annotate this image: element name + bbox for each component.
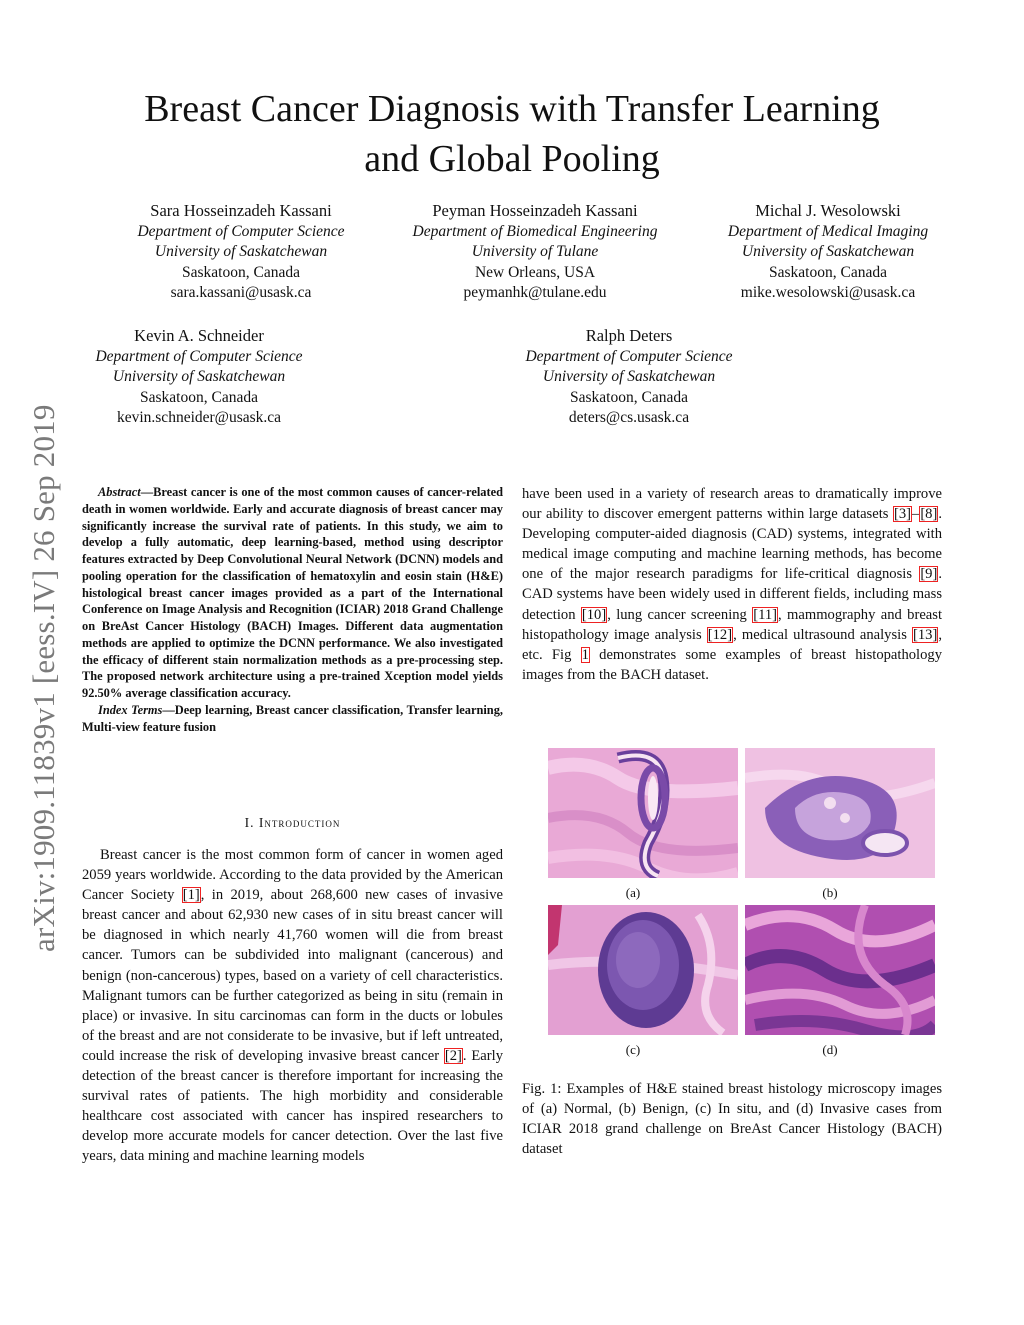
author-univ: University of Saskatchewan (112, 368, 286, 386)
citation-link[interactable]: [1] (182, 887, 200, 904)
author-univ: University of Saskatchewan (154, 243, 328, 261)
author-city: Saskatoon, Canada (140, 388, 258, 406)
author-dept: Department of Biomedical Engineering (412, 222, 658, 240)
citation-link[interactable]: [2] (444, 1047, 462, 1064)
intro-r-text: , mammography and breast histopathology image analysis (522, 606, 943, 643)
figure-caption: Fig. 1: Examples of H&E stained breast histology microscopy images of (a) Normal, (b) Benign, (c) In situ, and (d) Invasive cases from ICIAR 2018 grand challenge on BreAst Cancer Histology (BACH) dataset (522, 1081, 942, 1158)
section-heading (82, 815, 503, 831)
citation-link[interactable]: [3] (893, 506, 912, 523)
intro-r-text: , lung cancer screening (607, 606, 753, 623)
dash: – (912, 506, 920, 523)
citation-link[interactable]: [9] (920, 566, 938, 583)
index-terms-label: Index Terms (98, 702, 163, 717)
index-terms-text: —Deep learning, Breast cancer classification, Transfer learning, Multi-view feature fusion (82, 702, 503, 734)
subfigure-label: (b) (822, 885, 838, 900)
intro-r-text: . Developing computer-aided diagnosis (CAD) systems, integrated with medical image computing and machine learning methods, has become one of the major research paradigms for life-critical diagnosis (522, 506, 942, 583)
histology-invasive-svg (745, 905, 935, 1035)
abstract-text: —Breast cancer is one of the most common causes of cancer-related death in women worldwide. Early and accurate diagnosis of breast cancer may significantly increase the survival rate of patients. In this study, we aim to develop a fully automatic, deep learning-based, method using descriptor features extracted by Deep Convolutional Neural Network (DCNN) models and pooling operation for the classification of hematoxylin and eosin stain (H&E) histological breast cancer images provided as a part of the International Conference on Image Analysis and Recognition (ICIAR) 2018 Grand Challenge on BreAst Cancer Histology (BACH) Images. Different data augmentation methods are applied to optimize the DCNN performance. We also investigated the efficacy of different stain normalization methods as a pre-processing step. The proposed network architecture using a pre-trained Xception model yields 92.50% average classification accuracy. (82, 485, 503, 700)
citation-link[interactable]: [8] (920, 506, 938, 523)
author-block-1 (108, 201, 374, 304)
author-dept: Department of Computer Science (525, 347, 733, 365)
intro-r-text: , medical ultrasound analysis (733, 626, 913, 643)
author-email[interactable]: sara.kassani@usask.ca (170, 284, 312, 302)
intro-r-text: have been used in a variety of research areas to dramatically improve our ability to discover emergent patterns within large datasets (522, 486, 942, 523)
author-block-3 (700, 201, 956, 304)
author-city: Saskatoon, Canada (769, 263, 887, 281)
author-dept: Department of Computer Science (95, 347, 303, 365)
intro-r-text: demonstrates some examples of breast histopathology images from the BACH dataset. (522, 646, 942, 683)
histology-in-situ-svg (548, 905, 738, 1035)
histology-image-benign (745, 748, 935, 878)
intro-text-1: Breast cancer is the most common form of cancer in women aged 2059 years worldwide. According to the data provided by the American Cancer Society (82, 847, 503, 904)
title-line-1: Breast Cancer Diagnosis with Transfer Learning (144, 88, 880, 130)
author-name: Sara Hosseinzadeh Kassani (150, 201, 332, 220)
figure-link[interactable]: 1 (581, 646, 589, 663)
author-block-5 (496, 326, 762, 429)
intro-text-2: , in 2019, about 268,600 new cases of invasive breast cancer and about 62,930 new cases of in situ breast cancer will be diagnosed in which nearly 41,760 women will die from breast cancer. Tumors can be subdivided into malignant (cancerous) and benign (non-cancerous) types, based on a variety of cell characteristics. Malignant tumors can be further categorized as being in situ (remain in place) or invasive. In situ carcinomas can form in the ducts or lobules of the breast and are not considerate to be invasive, but if left untreated, could increase the risk of developing invasive breast cancer (82, 887, 503, 1064)
author-univ: University of Saskatchewan (542, 368, 716, 386)
citation-link[interactable]: [12] (707, 626, 733, 643)
intro-text-3: . Early detection of the breast cancer is therefore important for increasing the survival rates of patients. The high morbidity and considerable healthcare cost associated with cancer has inspired researchers to develop more accurate models for cancer detection. Over the last five years, data mining and machine learning models (82, 1047, 503, 1165)
abstract-label: Abstract (98, 485, 141, 499)
abstract (82, 484, 503, 735)
author-name: Kevin A. Schneider (134, 326, 264, 345)
histology-image-invasive (745, 905, 935, 1035)
intro-paragraph (82, 845, 503, 1167)
author-city: New Orleans, USA (474, 263, 596, 281)
title-line-2: and Global Pooling (364, 138, 660, 180)
subfigure-label: (d) (822, 1042, 838, 1057)
index-terms-paragraph (82, 702, 503, 736)
author-name: Peyman Hosseinzadeh Kassani (432, 201, 638, 220)
author-city: Saskatoon, Canada (182, 263, 300, 281)
author-name: Ralph Deters (585, 326, 673, 345)
author-dept: Department of Computer Science (137, 222, 345, 240)
histology-image-in-situ (548, 905, 738, 1035)
author-univ: University of Tulane (471, 243, 599, 261)
arxiv-identifier: arXiv:1909.11839v1 [eess.IV] 26 Sep 2019 (26, 404, 61, 952)
abstract-paragraph (82, 484, 503, 702)
section-title: Introduction (258, 815, 341, 830)
author-email[interactable]: deters@cs.usask.ca (568, 409, 690, 427)
subfigure-label: (a) (625, 885, 641, 900)
author-name: Michal J. Wesolowski (755, 201, 901, 220)
author-univ: University of Saskatchewan (741, 243, 915, 261)
author-city: Saskatoon, Canada (570, 388, 688, 406)
citation-link[interactable]: [13] (913, 626, 938, 643)
citation-link[interactable]: [11] (753, 606, 777, 623)
histology-normal-svg (548, 748, 738, 878)
subfigure-label: (c) (625, 1042, 641, 1057)
histology-benign-svg (745, 748, 935, 878)
intro-r-text: . CAD systems have been widely used in different fields, including mass detection (522, 566, 942, 623)
intro-r-text: , etc. Fig (522, 626, 942, 663)
author-dept: Department of Medical Imaging (727, 222, 929, 240)
histology-image-normal (548, 748, 738, 878)
citation-link[interactable]: [10] (581, 606, 607, 623)
intro-continued (522, 484, 942, 685)
section-numeral: I. (244, 815, 259, 830)
author-block-4 (66, 326, 332, 429)
author-email[interactable]: kevin.schneider@usask.ca (116, 409, 282, 427)
author-email[interactable]: peymanhk@tulane.edu (463, 284, 607, 302)
author-email[interactable]: mike.wesolowski@usask.ca (740, 284, 916, 302)
author-block-2 (384, 201, 686, 304)
paper-title (60, 84, 964, 184)
